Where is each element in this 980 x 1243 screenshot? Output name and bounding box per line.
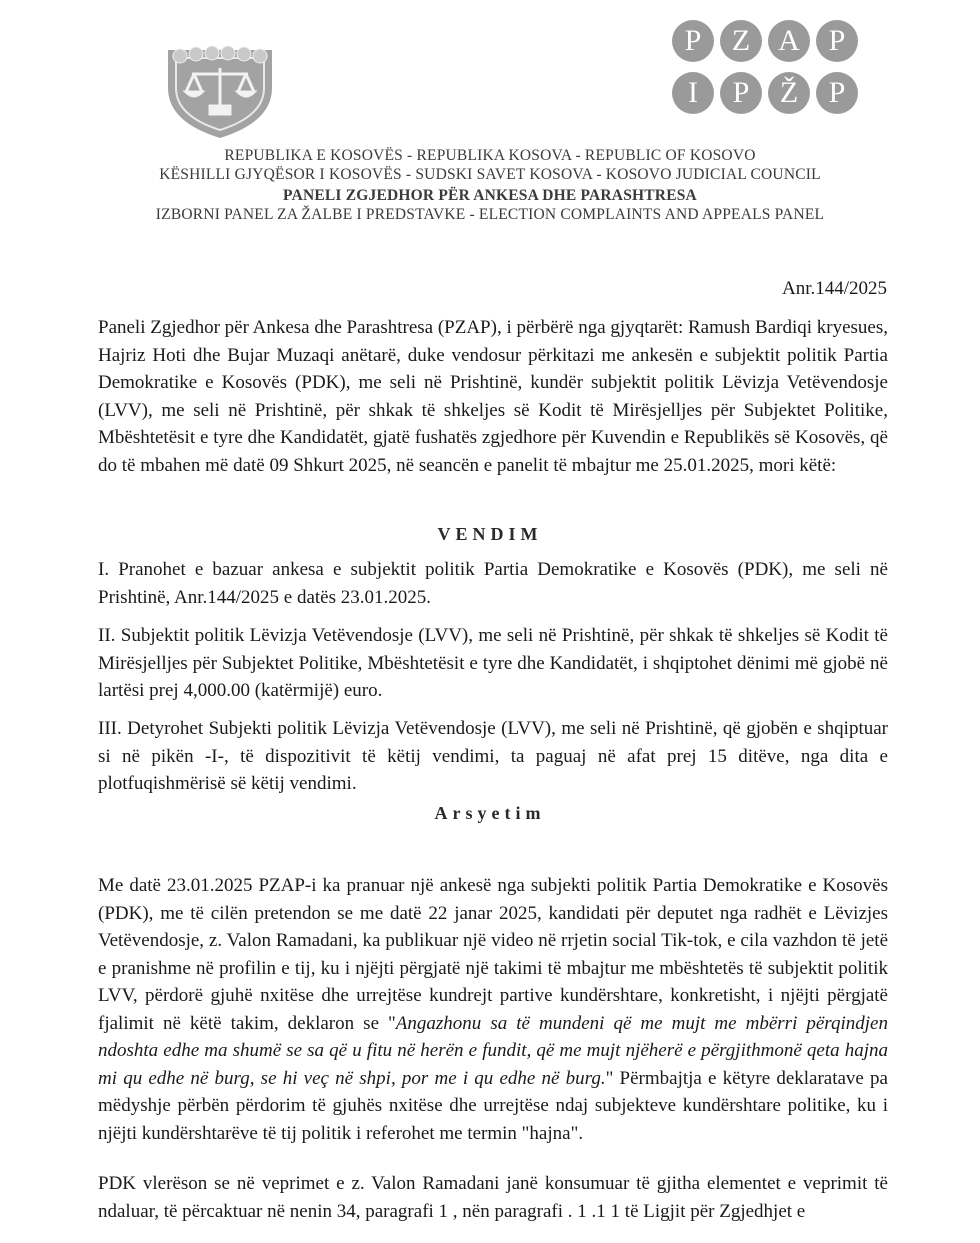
logo-letter: P (720, 72, 762, 114)
logo-letter: A (768, 20, 810, 62)
decision-item-1 (98, 556, 888, 611)
decision-item-text: III. Detyrohet Subjekti politik Lëvizja Vetëvendosje (LVV), me seli në Prishtinë, që gjobën e shqiptuar si në pikën -I-, të dispozitivit të këtij vendimi, ta paguaj në afat prej 15 ditëve, nga dita e plotfuqishmërisë së këtij vendimi. (98, 718, 888, 794)
decision-item-3 (98, 715, 888, 798)
reasoning-text: PDK vlerëson se në veprimet e z. Valon Ramadani janë konsumuar të gjitha elementet e veprimit të ndaluar, të përcaktuar në nenin 34, paragrafi 1 , nën paragrafi . 1 .1 1 të Ligjit për Zgjedhjet e (98, 1173, 888, 1222)
quoted-statement: Angazhonu sa të mundeni që me mujt me mbërri përqindjen ndoshta edhe ma shumë se sa që u fitu në herën e fundit, që me mujt njëherë e përgjithmonë qeta hajna mi qu edhe në burg, se hi veç në shpi, por me i qu edhe në burg. (98, 1012, 888, 1089)
reasoning-paragraph-2 (98, 1170, 888, 1225)
reasoning-text (98, 872, 888, 1147)
logo-letter: P (672, 20, 714, 62)
reasoning-heading: Arsyetim (434, 803, 546, 823)
scales-shield-icon (160, 30, 280, 140)
decision-item-text: II. Subjektit politik Lëvizja Vetëvendosje (LVV), me seli në Prishtinë, për shkak të shkeljes së Kodit të Mirësjelljes për Subjektet Politike, Mbështetësit e tyre dhe Kandidatët, i shqiptohet dënimi më gjobë në lartësi prej 4,000.00 (katërmijë) euro. (98, 625, 888, 701)
document-header (0, 146, 980, 224)
logo-letter: P (816, 20, 858, 62)
decision-item-text: I. Pranohet e bazuar ankesa e subjektit politik Partia Demokratike e Kosovës (PDK), me seli në Prishtinë, Anr.144/2025 e datës 23.01.2025. (98, 559, 888, 608)
case-number: Anr.144/2025 (781, 278, 887, 299)
pzap-logo-row-2 (672, 72, 872, 114)
judicial-council-emblem (160, 30, 280, 140)
header-panel-serbian-english: IZBORNI PANEL ZA ŽALBE I PREDSTAVKE - ELECTION COMPLAINTS AND APPEALS PANEL (155, 206, 825, 223)
logo-letter: I (672, 72, 714, 114)
reasoning-text-start: Me datë 23.01.2025 PZAP-i ka pranuar një ankesë nga subjekti politik Partia Demokratike e Kosovës (PDK), me të cilën pretendon se me datë 22 janar 2025, kandidati për deputet nga radhët e Lëvizjes Vetëvendosje, z. Valon Ramadani, ka publikuar një video në rrjetin social Tik-tok, e cila vazhdon të jetë e pranishme në profilin e tij, ku i njëjti përgjatë një takimi të mbajtur me mbështetës të subjektit politik LVV, përdorë gjuhë nxitëse dhe urrejtëse kundrejt partive kundërshtare, konkretisht, i njëjti përgjatë fjalimit në këtë takim, deklaron se " (98, 875, 888, 1034)
intro-paragraph (98, 314, 888, 479)
header-republic: REPUBLIKA E KOSOVËS - REPUBLIKA KOSOVA - REPUBLIC OF KOSOVO (224, 147, 756, 164)
header-panel-albanian: PANELI ZGJEDHOR PËR ANKESA DHE PARASHTRESA (283, 187, 697, 204)
pzap-logo-row-1 (672, 20, 872, 62)
logo-letter: Ž (768, 72, 810, 114)
reasoning-text-end: " Përmbajtja e këtyre deklaratave pa mëdyshje përbën përdorim të gjuhës nxitëse dhe urrejtëse ndaj subjekteve kundërshtare politike, ku i njëjti kundërshtarëve të tij politik i referohet me termin "hajna". (98, 1067, 888, 1144)
pzap-logo (672, 20, 872, 124)
logo-letter: P (816, 72, 858, 114)
reasoning-paragraph-1 (98, 872, 888, 1147)
decision-item-2 (98, 622, 888, 705)
decision-heading: VENDIM (437, 524, 543, 544)
logo-letter: Z (720, 20, 762, 62)
intro-text: Paneli Zgjedhor për Ankesa dhe Parashtresa (PZAP), i përbërë nga gjyqtarët: Ramush Bardiqi kryesues, Hajriz Hoti dhe Bujar Muzaqi anëtarë, duke vendosur përkitazi me ankesën e subjektit politik Partia Demokratike e Kosovës (PDK), me seli në Prishtinë, kundër subjektit politik Lëvizja Vetëvendosje (LVV), me seli në Prishtinë, për shkak të shkeljes së Kodit të Mirësjelljes për Subjektet Politike, Mbështetësit e tyre dhe Kandidatët, gjatë fushatës zgjedhore për Kuvendin e Republikës së Kosovës, që do të mbahen më datë 09 Shkurt 2025, në seancën e panelit të mbajtur me 25.01.2025, mori këtë: (98, 317, 888, 476)
header-council: KËSHILLI GJYQËSOR I KOSOVËS - SUDSKI SAVET KOSOVA - KOSOVO JUDICIAL COUNCIL (159, 166, 821, 183)
